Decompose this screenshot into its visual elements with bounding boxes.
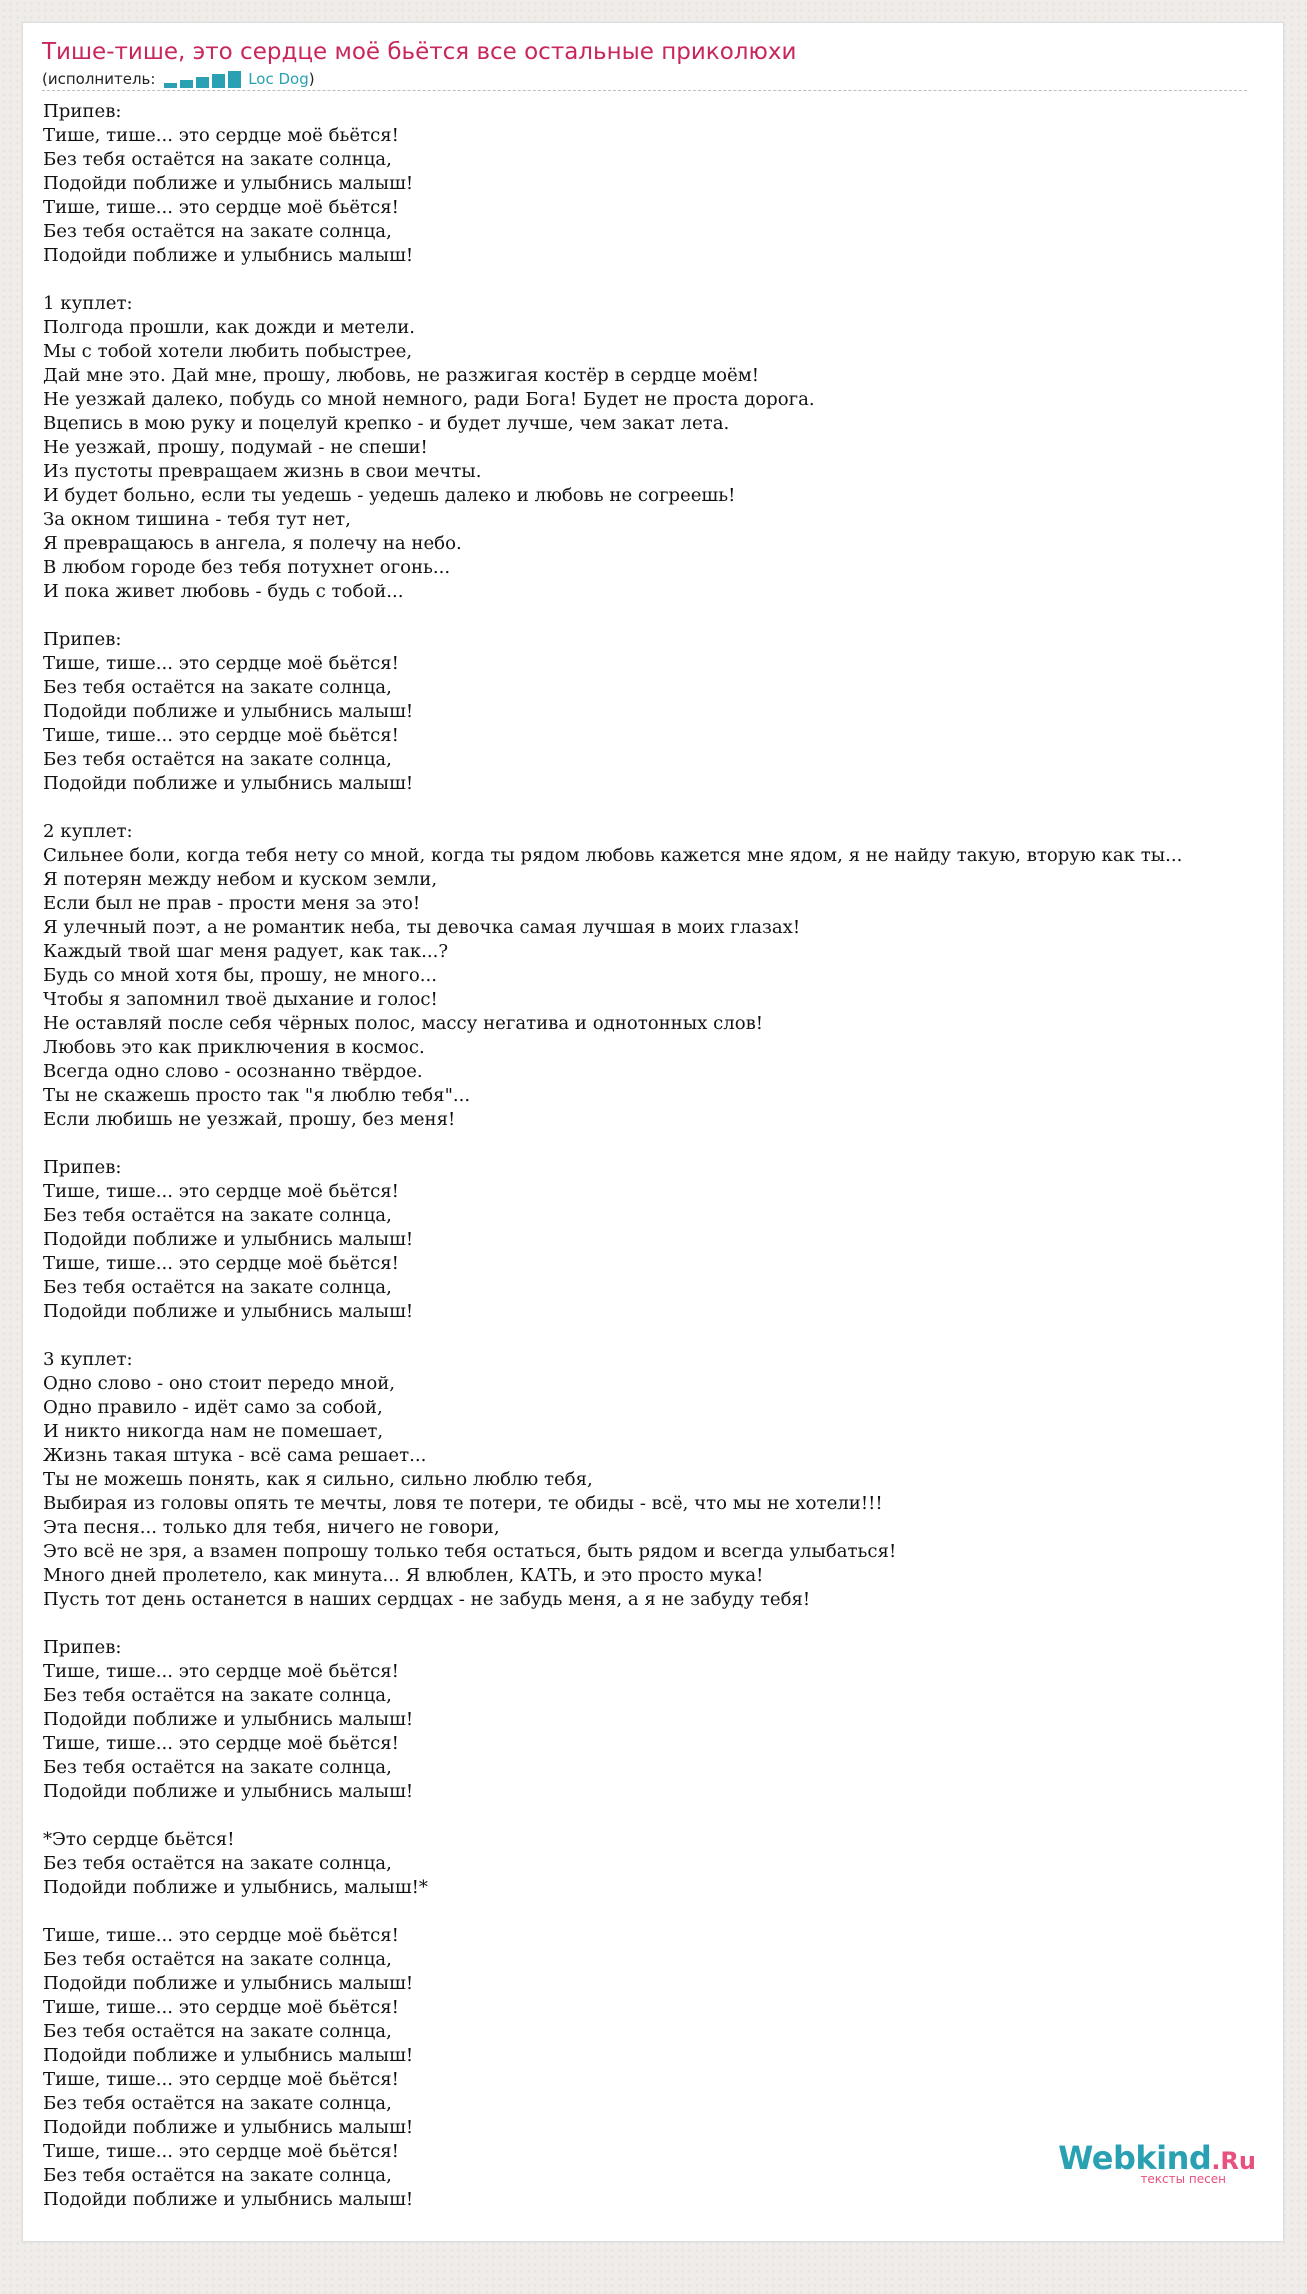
lyrics-text: Припев: Тише, тише... это сердце моё бьётся! Без тебя остаётся на закате солнца, Подойди поближе и улыбнись малыш! Тише, тише... это сердце моё бьётся! Без тебя остаётся на закате солнца, Подойди поближе и улыбнись малыш! 1 куплет: Полгода прошли, как дожди и метели. Мы с тобой хотели любить побыстрее, Дай мне это. Дай мне, прошу, любовь, не разжигая костёр в сердце моём! Не уезжай далеко, побудь со мной немного, ради Бога! Будет не проста дорога. Вцепись в мою руку и поцелуй крепко - и будет лучше, чем закат лета. Не уезжай, прошу, подумай - не спеши! Из пустоты превращаем жизнь в свои мечты. И будет больно, если ты уедешь - уедешь далеко и любовь не согреешь! За окном тишина - тебя тут нет, Я превращаюсь в ангела, я полечу на небо. В любом городе без тебя потухнет огонь... И пока живет любовь - будь с тобой... Припев: Тише, тише... это сердце моё бьётся! Без тебя остаётся на закате солнца, Подойди поближе и улыбнись малыш! Тише, тише... это сердце моё бьётся! Без тебя остаётся на закате солнца, Подойди поближе и улыбнись малыш! 2 куплет: Сильнее боли, когда тебя нету со мной, когда ты рядом любовь кажется мне ядом, я не найду такую, вторую как ты... Я потерян между небом и куском земли, Если был не прав - прости меня за это! Я улечный поэт, а не романтик неба, ты девочка самая лучшая в моих глазах! Каждый твой шаг меня радует, как так...? Будь со мной хотя бы, прошу, не много... Чтобы я запомнил твоё дыхание и голос! Не оставляй после себя чёрных полос, массу негатива и однотонных слов! Любовь это как приключения в космос. Всегда одно слово - осознанно твёрдое. Ты не скажешь просто так "я люблю тебя"... Если любишь не уезжай, прошу, без меня! Припев: Тише, тише... это сердце моё бьётся! Без тебя остаётся на закате солнца, Подойди поближе и улыбнись малыш! Тише, тише... это сердце моё бьётся! Без тебя остаётся на закате солнца, Подойди поближе и улыбнись малыш! 3 куплет: Одно слово - оно стоит передо мной, Одно правило - идёт само за собой, И никто никогда нам не помешает, Жизнь такая штука - всё сама решает... Ты не можешь понять, как я сильно, сильно люблю тебя, Выбирая из головы опять те мечты, ловя те потери, те обиды - всё, что мы не хотели!!! Эта песня... только для тебя, ничего не говори, Это всё не зря, а взамен попрошу только тебя остаться, быть рядом и всегда улыбаться! Много дней пролетело, как минута... Я влюблен, КАТЬ, и это просто мука! Пусть тот день останется в наших сердцах - не забудь меня, а я не забуду тебя! Припев: Тише, тише... это сердце моё бьётся! Без тебя остаётся на закате солнца, Подойди поближе и улыбнись малыш! Тише, тише... это сердце моё бьётся! Без тебя остаётся на закате солнца, Подойди поближе и улыбнись малыш! *Это сердце бьётся! Без тебя остаётся на закате солнца, Подойди поближе и улыбнись, малыш!* Тише, тише... это сердце моё бьётся! Без тебя остаётся на закате солнца, Подойди поближе и улыбнись малыш! Тише, тише... это сердце моё бьётся! Без тебя остаётся на закате солнца, Подойди поближе и улыбнись малыш! Тише, тише... это сердце моё бьётся! Без тебя остаётся на закате солнца, Подойди поближе и улыбнись малыш! Тише, тише... это сердце моё бьётся! Без тебя остаётся на закате солнца, Подойди поближе и улыбнись малыш! [43, 101, 1183, 2210]
site-logo[interactable] [1058, 2139, 1256, 2186]
logo-tld: .Ru [1211, 2147, 1256, 2175]
artist-prefix: (исполнитель: [42, 70, 161, 88]
popularity-rating-icon [164, 70, 244, 88]
artist-line [42, 70, 1247, 91]
lyrics-card [22, 22, 1284, 2242]
artist-suffix: ) [308, 70, 315, 88]
artist-link[interactable]: Loc Dog [248, 70, 309, 88]
song-title: Тише-тише, это сердце моё бьётся все остальные приколюхи [42, 39, 797, 65]
logo-brand: Webkind [1058, 2139, 1212, 2177]
logo-tagline: тексты песен [1140, 2172, 1226, 2186]
